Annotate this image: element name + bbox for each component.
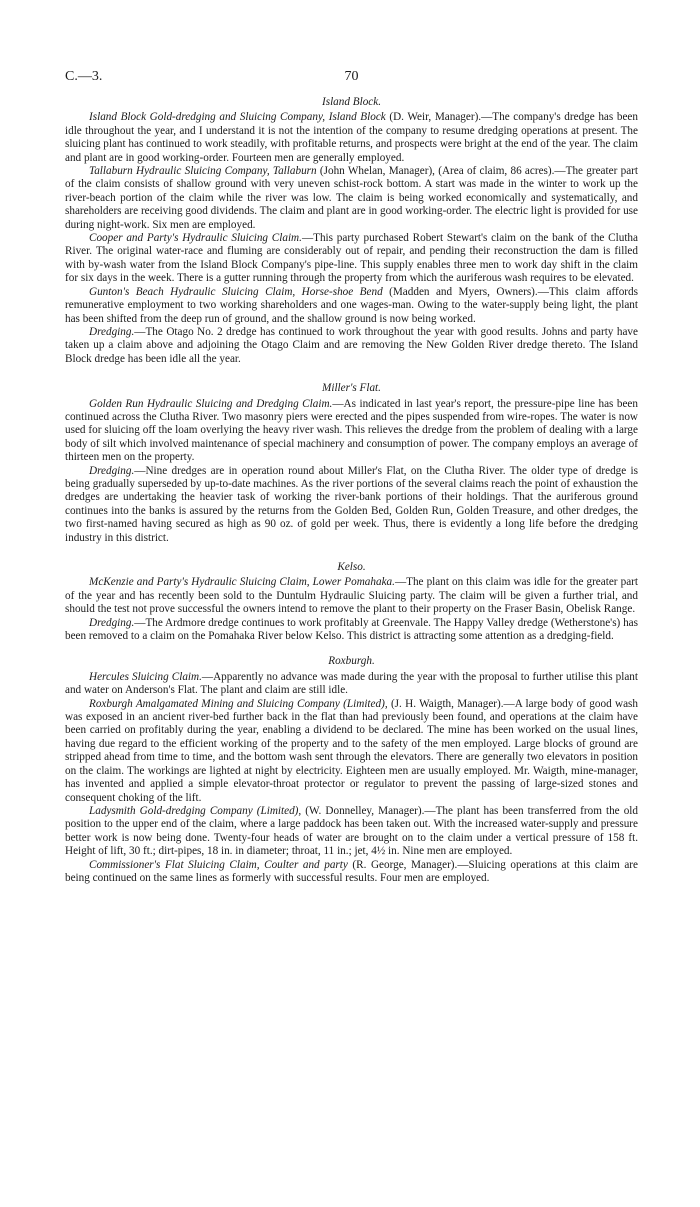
paragraph: Hercules Sluicing Claim.—Apparently no advance was made during the year with the proposal to further utilise this plant and water on Anderson's Flat. The plant and claim are still idle. xyxy=(65,670,638,697)
paragraph: Ladysmith Gold-dredging Company (Limited), (W. Donnelley, Manager).—The plant has been transferred from the old position to the upper end of the claim, where a large paddock has been taken out. With the increased water-supply and pressure better work is now being done. Twenty-four heads of water are brought on to the claim under a vertical pressure of 158 ft. Height of lift, 30 ft.; dirt-pipes, 18 in. in diameter; throat, 11 in.; jet, 4½ in. Nine men are employed. xyxy=(65,804,639,858)
section-heading: Kelso. xyxy=(337,561,366,573)
paragraph: Commissioner's Flat Sluicing Claim, Coulter and party (R. George, Manager).—Sluicing operations at this claim are being continued on the same lines as formerly with successful results. Four men are employed. xyxy=(65,858,638,884)
section-heading: Island Block. xyxy=(321,96,382,108)
paragraph: Cooper and Party's Hydraulic Sluicing Claim.—This party purchased Robert Stewart's claim on the bank of the Clutha River. The original water-race and fluming are considerably out of repair, and pending their reconstruction the dam is filled with by-wash water from the Island Block Company's pipe-line. This supply enables three men to work day shift in the claim for six days in the week. There is a gutter running through the property from which the auriferous wash requires to be elevated. xyxy=(65,232,638,285)
paragraph: Tallaburn Hydraulic Sluicing Company, Tallaburn (John Whelan, Manager), (Area of claim, 86 acres).—The greater part of the claim consists of shallow ground with very uneven schist-rock bottom. A start was made in the winter to work up the river-beach portion of the claim while the river was low. The claim is being worked economically and systematically, and shareholders are receiving good dividends. The claim and plant are in good working-order. The electric light is provided for use during night-work. Six men are employed. xyxy=(65,165,638,231)
paragraph: McKenzie and Party's Hydraulic Sluicing Claim, Lower Pomahaka.—The plant on this claim was idle for the greater part of the year and has recently been sold to the Duntulm Hydraulic Sluicing party. The claim will be given a further trial, and should the test not prove successful the owners intend to remove the plant to their property on the Fraser Basin, Obelisk Range. xyxy=(65,576,638,616)
paragraph: Dredging.—Nine dredges are in operation round about Miller's Flat, on the Clutha River. The older type of dredge is being gradually superseded by up-to-date machines. As the river portions of the several claims reach the point of exhaustion the dredges are undertaking the heavier task of working the river-bank portions of their holdings. That the auriferous ground continues into the banks is assured by the returns from the Golden Bed, Golden Run, Golden Treasure, and other dredges, the two first-named having secured as high as 90 oz. of gold per week. Thus, there is evidently a long life before the dredging industry in this district. xyxy=(65,464,638,544)
page-header xyxy=(65,70,638,96)
paragraph: Golden Run Hydraulic Sluicing and Dredging Claim.—As indicated in last year's report, the pressure-pipe line has been continued across the Clutha River. Two masonry piers were erected and the pipes suspended from wire-ropes. The water is now used for sluicing off the loam overlying the heavy river wash. This relieves the dredge from the problem of dealing with a large body of silt which involved maintenance of special machinery and consumption of power. The company employs an average of thirteen men on the property. xyxy=(65,397,638,464)
paragraph: Island Block Gold-dredging and Sluicing Company, Island Block (D. Weir, Manager).—The company's dredge has been idle throughout the year, and I understand it is not the intention of the company to resume dredging operations at present. The sluicing plant has continued to work steadily, with profitable returns, and prospects were bright at the end of the year. The claim and plant are in good working-order. Fourteen men are generally employed. xyxy=(65,111,638,164)
paragraph: Dredging.—The Ardmore dredge continues to work profitably at Greenvale. The Happy Valley dredge (Wetherstone's) has been removed to a claim on the Pomahaka River below Kelso. This district is attracting some attention as a dredging-field. xyxy=(65,616,638,643)
section-roxburgh xyxy=(65,655,638,885)
section-heading: Miller's Flat. xyxy=(322,382,381,395)
paragraph: Gunton's Beach Hydraulic Sluicing Claim, Horse-shoe Bend (Madden and Myers, Owners).—This claim affords remunerative employment to two working shareholders and one wages-man. Owing to the water-supply being light, the plant has been shifted from the deep run of ground, and the shallow ground is now being worked. xyxy=(65,285,638,325)
section-island-block xyxy=(65,96,638,366)
paragraph: Roxburgh Amalgamated Mining and Sluicing Company (Limited), (J. H. Waigth, Manager).—A large body of good wash was exposed in an ancient river-bed further back in the flat than had previously been found, and operations at the claim have been carried on profitably during the year, enabling a dividend to be declared. The mine has been worked on the usual lines, having due regard to the efficient working of the property and to the safety of the men employed. Large blocks of ground are stripped ahead from time to time, and the bottom wash sent through the elevators. There are generally two elevators in position on the claim. The workings are lighted at night by electricity. Eighteen men are usually employed. Mr. Waigth, mine-manager, has invented and applied a simple elevator-throat protector or regulator to prevent the passing of large-sized stones and consequent choking of the lift. xyxy=(65,697,638,804)
page-number: 70 xyxy=(344,69,359,84)
section-millers-flat xyxy=(65,382,638,545)
section-kelso xyxy=(65,561,638,643)
document-code: C.—3. xyxy=(65,69,103,84)
section-heading: Roxburgh. xyxy=(328,655,375,668)
paragraph: Dredging.—The Otago No. 2 dredge has continued to work throughout the year with good results. Johns and party have taken up a claim above and adjoining the Otago Claim and are removing the New Golden River dredge thereto. The Island Block dredge has been idle all the year. xyxy=(65,325,638,365)
